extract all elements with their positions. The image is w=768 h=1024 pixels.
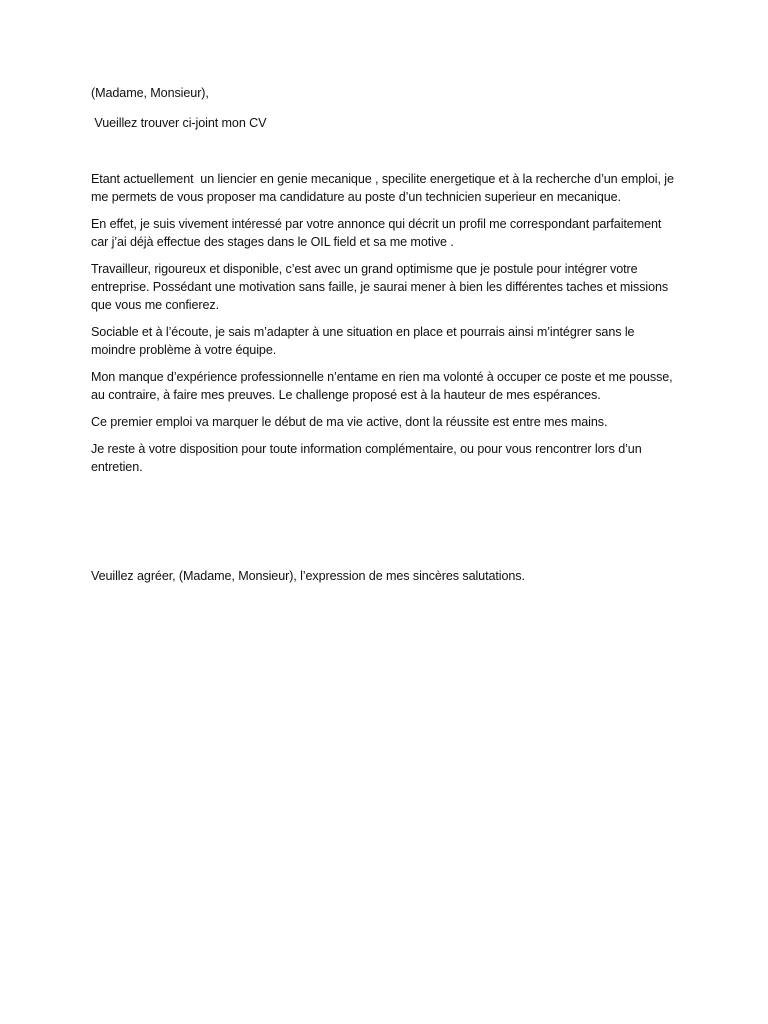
paragraph-introduction: Etant actuellement un liencier en genie mecanique , specilite energetique et à la recherche d’un emploi, je me permets de vous proposer ma candidature au poste d’un technicien superieur en mecanique. <box>91 172 678 204</box>
paragraph-qualities: Travailleur, rigoureux et disponible, c’est avec un grand optimisme que je postule pour intégrer votre entreprise. Possédant une motivation sans faille, je saurai mener à bien les différentes taches et missions que vous me confierez. <box>91 262 672 312</box>
paragraph-teamwork: Sociable et à l’écoute, je sais m’adapter à une situation en place et pourrais ainsi m’intégrer sans le moindre problème à votre équipe. <box>91 325 638 357</box>
paragraph-first-job: Ce premier emploi va marquer le début de ma vie active, dont la réussite est entre mes mains. <box>91 415 608 429</box>
closing-spacer <box>91 485 681 567</box>
paragraph-availability: Je reste à votre disposition pour toute information complémentaire, ou pour vous rencontrer lors d’un entretien. <box>91 442 646 474</box>
letter-closing: Veuillez agréer, (Madame, Monsieur), l’expression de mes sincères salutations. <box>91 569 525 583</box>
cover-letter <box>91 84 681 585</box>
letter-salutation: (Madame, Monsieur), <box>91 86 209 100</box>
letter-subject: Vueillez trouver ci-joint mon CV <box>91 116 267 130</box>
paragraph-experience: Mon manque d’expérience professionnelle n’entame en rien ma volonté à occuper ce poste et me pousse, au contraire, à faire mes preuves. Le challenge proposé est à la hauteur de mes espérances. <box>91 370 676 402</box>
paragraph-interest: En effet, je suis vivement intéressé par votre annonce qui décrit un profil me correspondant parfaitement car j’ai déjà effectue des stages dans le OIL field et sa me motive . <box>91 217 665 249</box>
